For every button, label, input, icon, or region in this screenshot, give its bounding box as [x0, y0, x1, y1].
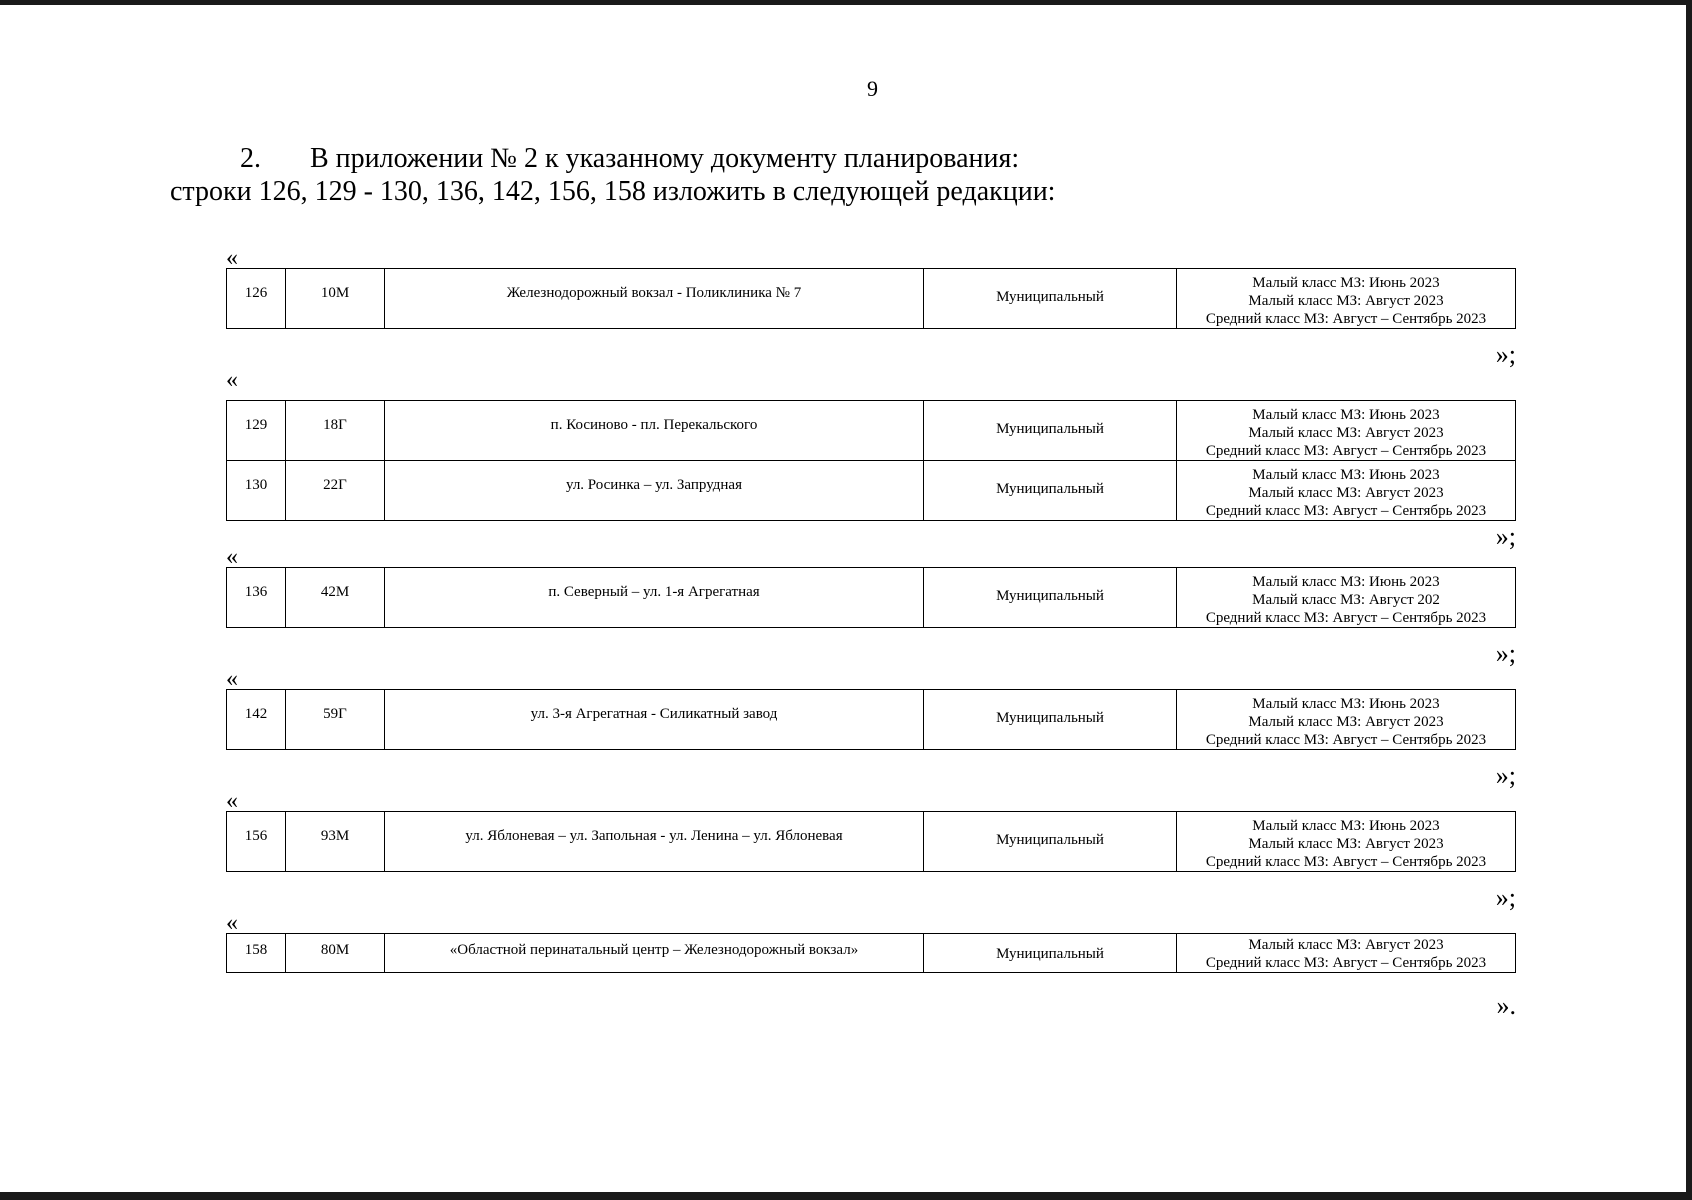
intro-paragraph	[170, 142, 1570, 208]
row-number-cell: 156	[227, 812, 286, 872]
closing-quote: »;	[1495, 883, 1516, 912]
route-type-cell: Муниципальный	[924, 568, 1177, 628]
route-type-cell: Муниципальный	[924, 461, 1177, 521]
route-number-cell: 59Г	[286, 690, 385, 750]
row-number-cell: 130	[227, 461, 286, 521]
route-type-cell: Муниципальный	[924, 812, 1177, 872]
schedule-cell: Малый класс МЗ: Июнь 2023 Малый класс МЗ: Август 2023 Средний класс МЗ: Август – Сентябрь 2023	[1177, 401, 1516, 461]
table-row	[227, 269, 1516, 329]
route-type-cell: Муниципальный	[924, 690, 1177, 750]
schedule-cell: Малый класс МЗ: Июнь 2023 Малый класс МЗ: Август 2023 Средний класс МЗ: Август – Сентябрь 2023	[1177, 812, 1516, 872]
table-row	[227, 812, 1516, 872]
opening-quote: «	[226, 788, 238, 814]
route-number-cell: 80М	[286, 934, 385, 973]
route-name-cell: ул. Яблоневая – ул. Запольная - ул. Ленина – ул. Яблоневая	[385, 812, 924, 872]
table-row	[227, 401, 1516, 461]
schedule-cell: Малый класс МЗ: Август 2023 Средний класс МЗ: Август – Сентябрь 2023	[1177, 934, 1516, 973]
row-number-cell: 158	[227, 934, 286, 973]
schedule-cell: Малый класс МЗ: Июнь 2023 Малый класс МЗ: Август 2023 Средний класс МЗ: Август – Сентябрь 2023	[1177, 461, 1516, 521]
opening-quote: «	[226, 910, 238, 936]
route-number-cell: 18Г	[286, 401, 385, 461]
intro-item-number: 2.	[240, 143, 261, 174]
route-number-cell: 10М	[286, 269, 385, 329]
amendment-table	[226, 689, 1516, 750]
amendment-table	[226, 811, 1516, 872]
opening-quote: «	[226, 544, 238, 570]
amendment-block-142	[226, 667, 1516, 791]
route-name-cell: ул. 3-я Агрегатная - Силикатный завод	[385, 690, 924, 750]
closing-quote: »;	[1495, 340, 1516, 369]
row-number-cell: 126	[227, 269, 286, 329]
row-number-cell: 136	[227, 568, 286, 628]
schedule-cell: Малый класс МЗ: Июнь 2023 Малый класс МЗ: Август 202 Средний класс МЗ: Август – Сентябрь 2023	[1177, 568, 1516, 628]
table-row	[227, 934, 1516, 973]
scan-edge-bottom	[0, 1192, 1692, 1200]
table-row	[227, 461, 1516, 521]
route-name-cell: п. Косиново - пл. Перекальского	[385, 401, 924, 461]
intro-line-1	[170, 142, 1570, 175]
amendment-table	[226, 933, 1516, 973]
amendment-block-158	[226, 911, 1516, 1031]
route-type-cell: Муниципальный	[924, 269, 1177, 329]
amendment-block-136	[226, 545, 1516, 669]
opening-quote: «	[226, 245, 238, 271]
opening-quote: «	[226, 367, 238, 393]
row-number-cell: 142	[227, 690, 286, 750]
route-number-cell: 93М	[286, 812, 385, 872]
page-number: 9	[867, 76, 878, 101]
table-row	[227, 568, 1516, 628]
route-type-cell: Муниципальный	[924, 934, 1177, 973]
intro-line-2: строки 126, 129 - 130, 136, 142, 156, 158 изложить в следующей редакции:	[170, 176, 1056, 207]
route-name-cell: «Областной перинатальный центр – Железнодорожный вокзал»	[385, 934, 924, 973]
route-number-cell: 22Г	[286, 461, 385, 521]
amendment-block-156	[226, 789, 1516, 913]
schedule-cell: Малый класс МЗ: Июнь 2023 Малый класс МЗ: Август 2023 Средний класс МЗ: Август – Сентябрь 2023	[1177, 269, 1516, 329]
closing-quote: ».	[1496, 991, 1516, 1020]
route-type-cell: Муниципальный	[924, 401, 1177, 461]
route-name-cell: ул. Росинка – ул. Запрудная	[385, 461, 924, 521]
row-number-cell: 129	[227, 401, 286, 461]
closing-quote: »;	[1495, 639, 1516, 668]
route-name-cell: Железнодорожный вокзал - Поликлиника № 7	[385, 269, 924, 329]
route-number-cell: 42М	[286, 568, 385, 628]
closing-quote: »;	[1495, 522, 1516, 551]
amendment-table	[226, 268, 1516, 329]
scan-edge-top	[0, 0, 1692, 5]
amendment-table	[226, 400, 1516, 521]
amendment-block-126	[226, 246, 1516, 370]
table-row	[227, 690, 1516, 750]
route-name-cell: п. Северный – ул. 1-я Агрегатная	[385, 568, 924, 628]
amendment-table	[226, 567, 1516, 628]
amendment-block-129-130	[226, 367, 1516, 551]
scan-edge-right	[1686, 0, 1692, 1200]
schedule-cell: Малый класс МЗ: Июнь 2023 Малый класс МЗ: Август 2023 Средний класс МЗ: Август – Сентябрь 2023	[1177, 690, 1516, 750]
opening-quote: «	[226, 666, 238, 692]
intro-text-1: В приложении № 2 к указанному документу планирования:	[310, 143, 1020, 174]
closing-quote: »;	[1495, 761, 1516, 790]
